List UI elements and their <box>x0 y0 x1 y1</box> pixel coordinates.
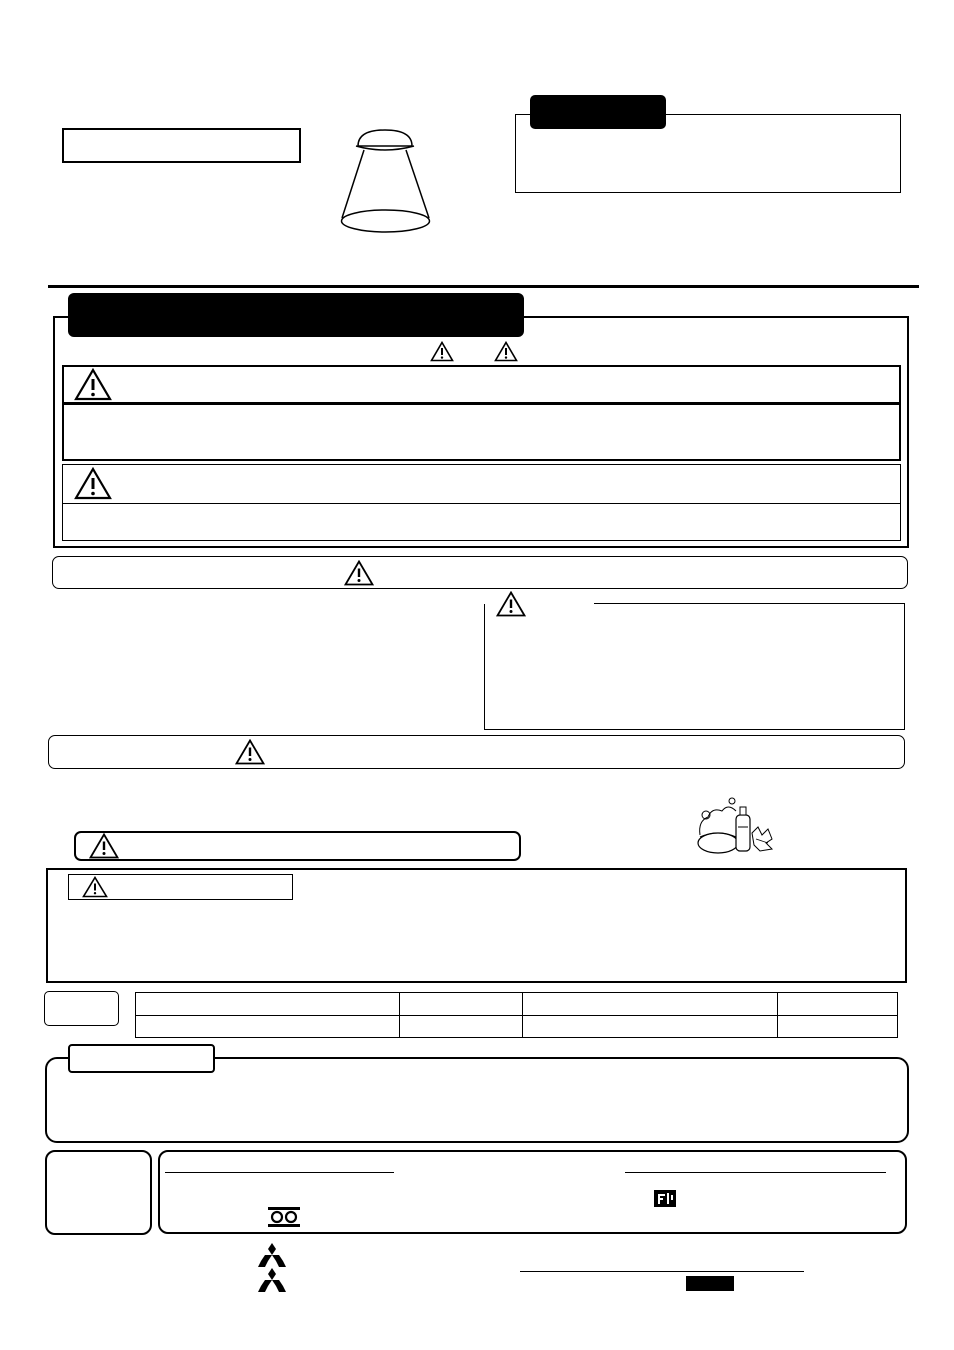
table-cell <box>400 1015 523 1038</box>
warning-icon <box>74 368 112 401</box>
table-cell <box>523 1015 778 1038</box>
header-divider <box>48 285 919 288</box>
three-diamond-logo <box>258 1243 286 1267</box>
model-name-box <box>62 128 301 163</box>
caution-icon <box>74 467 112 500</box>
three-diamond-logo <box>258 1268 286 1292</box>
service-info-tab <box>68 1044 215 1073</box>
table-cell <box>136 1015 400 1038</box>
warning-header-row <box>62 365 901 404</box>
caution-body-row <box>62 503 901 541</box>
caution-icon <box>494 341 518 362</box>
installation-caution-box <box>484 604 905 730</box>
warning-icon <box>344 560 374 586</box>
spec-label-box <box>44 991 119 1026</box>
warning-icon <box>235 739 265 765</box>
warning-body-row <box>62 403 901 461</box>
caution-icon <box>89 833 119 859</box>
cleaning-caution-heading <box>74 831 521 861</box>
installation-caution-box-top-rule <box>594 603 905 604</box>
warning-icon <box>430 341 454 362</box>
notice-box-tab <box>530 95 666 129</box>
contact-rule-right <box>625 1172 886 1173</box>
installation-caution-heading <box>52 556 908 589</box>
caution-header-row <box>62 464 901 504</box>
freedial-icon <box>268 1207 300 1227</box>
table-cell <box>400 993 523 1016</box>
contact-label-box <box>45 1150 152 1235</box>
fax-icon <box>654 1190 676 1207</box>
footer-rule <box>520 1271 804 1272</box>
footer-black-badge <box>686 1276 734 1291</box>
spec-table <box>135 992 898 1038</box>
pendant-lamp-illustration <box>330 120 440 240</box>
caution-icon <box>496 591 526 617</box>
cleaning-supplies-illustration <box>692 793 782 861</box>
table-row <box>136 1015 898 1038</box>
table-cell <box>778 1015 898 1038</box>
table-row <box>136 993 898 1016</box>
table-cell <box>523 993 778 1016</box>
table-cell <box>778 993 898 1016</box>
caution-icon <box>82 876 108 898</box>
safety-section-title-bar <box>68 293 524 337</box>
table-cell <box>136 993 400 1016</box>
usage-caution-heading <box>48 735 905 769</box>
contact-rule-left <box>165 1172 394 1173</box>
